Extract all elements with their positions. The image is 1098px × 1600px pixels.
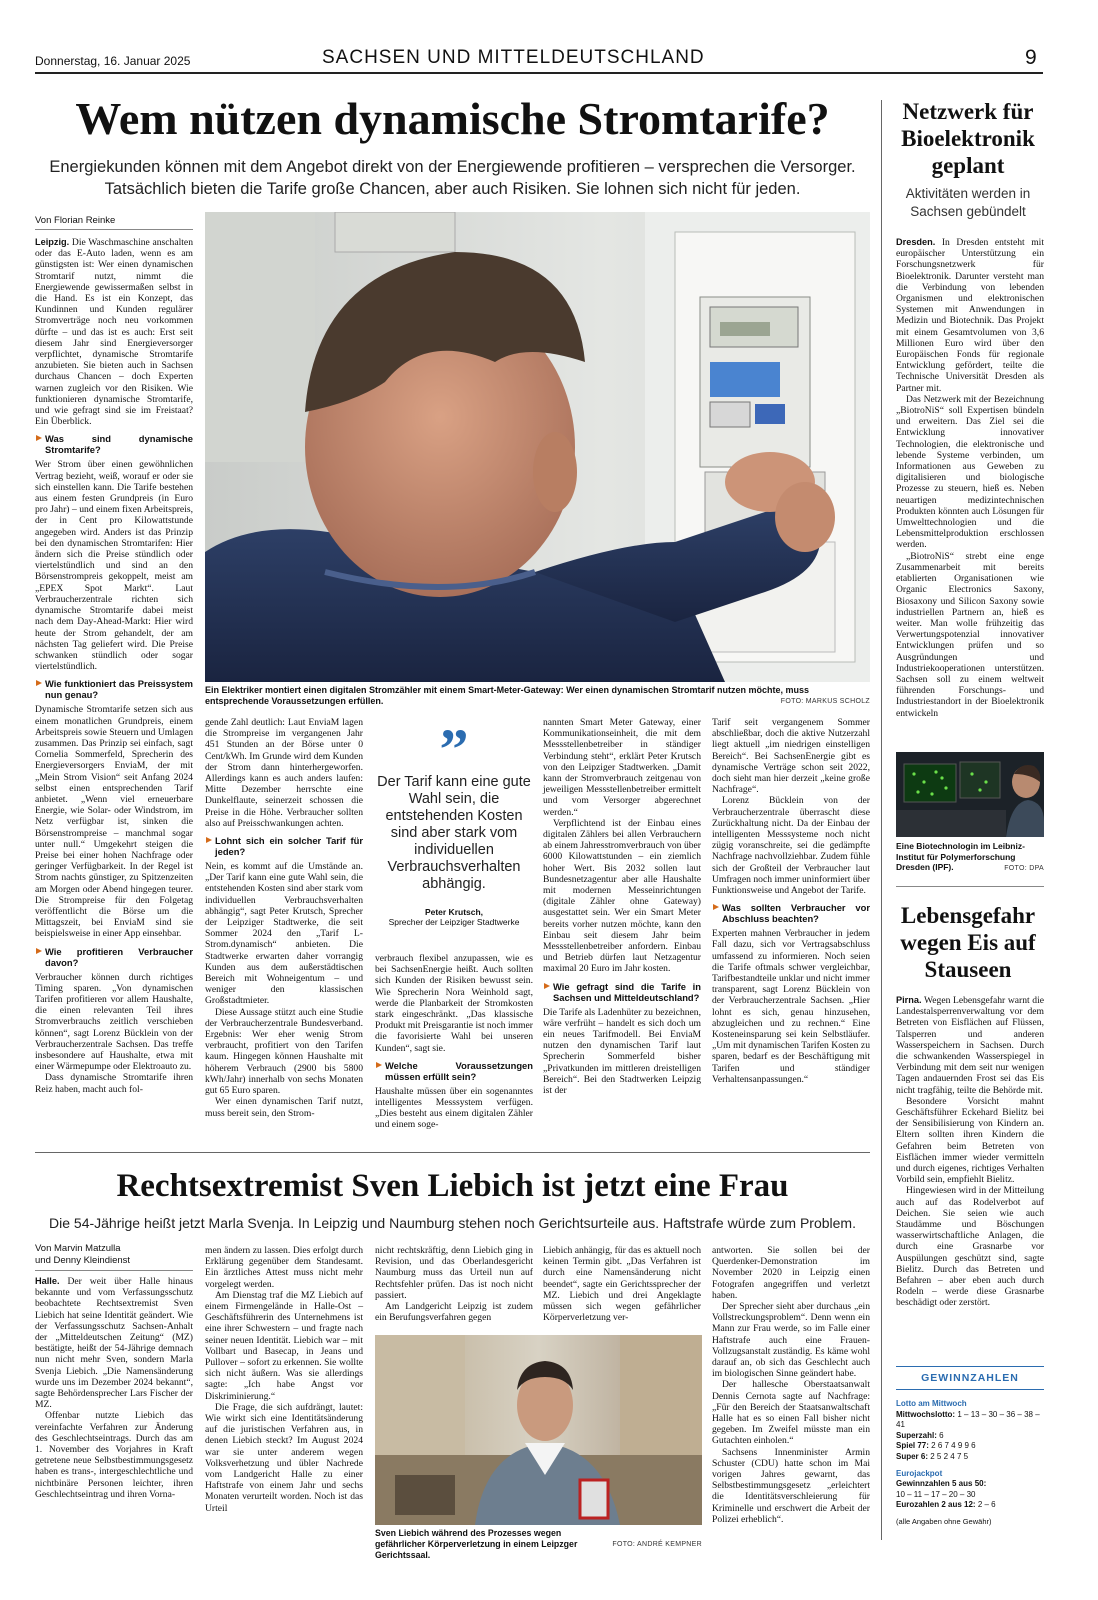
second-article-rule bbox=[35, 1152, 870, 1153]
page-number: 9 bbox=[1025, 46, 1037, 69]
quote-author: Peter Krutsch, bbox=[424, 907, 484, 917]
second-col-4 bbox=[543, 1245, 701, 1323]
pull-quote bbox=[375, 717, 533, 927]
main-col4-p1: nannten Smart Meter Gateway, einer Kommunikationseinheit, die mit dem Messstellenbetreiber in ständiger Verbindung steht“, erklärt Peter Krutsch von den Leipziger Stadtwerken. „Damit kann der Stromverbrauch zeitgenau von jeweiligen Messstellenbetreiber ermittelt und vom Versorger abgerechnet werden.“ bbox=[543, 717, 701, 818]
main-headline: Wem nützen dynamische Stromtarife? bbox=[75, 93, 830, 144]
electrician-image bbox=[205, 212, 870, 682]
main-photo bbox=[205, 212, 870, 682]
main-col-5 bbox=[712, 717, 870, 1085]
main-sub-3: Wie profitieren Verbraucher davon? bbox=[35, 946, 193, 968]
second-headline: Rechtsextremist Sven Liebich ist jetzt eine Frau bbox=[116, 1168, 789, 1204]
second-col5-p3: Der hallesche Oberstaatsanwalt Dennis Cernota sagte auf Nachfrage: „Für den Bereich der Staatsanwaltschaft Halle hat es so einen Fall bisher nicht gegeben. Im Zweifel müsste man ein Gutachten einholen.“ bbox=[712, 1379, 870, 1447]
main-col5-p3: Experten mahnen Verbraucher in jedem Fall dazu, sich vor Vertragsabschluss umfassend zu informieren. Noch seien die Tarife oftmals schwer vergleichbar, Tarifbestandteile unklar und nicht immer transparent, sagt Lorenz Bücklein von der Verbraucherzentrale Sachsen. „Hier lohnt es sich, genau hinzusehen, abzugleichen und zu rechnen.“ Eine Kosteneinsparung sei kein Selbstläufer. „Um mit dynamischen Tarifen Kosten zu sparen, bedarf es der Beschäftigung mit Tarifen und ständiger Verhaltensanpassungen.“ bbox=[712, 928, 870, 1085]
second-col-1 bbox=[35, 1276, 193, 1500]
main-sub-7: Was sollten Verbraucher vor Abschluss beachten? bbox=[712, 902, 870, 924]
second-col3-p2: Am Landgericht Leipzig ist zudem ein Berufungsverfahren gegen bbox=[375, 1301, 533, 1324]
main-col1-p2: Wer Strom über einen gewöhnlichen Vertrag bezieht, weiß, worauf er oder sie sich einstellen kann. Die Tarife bestehen aus einem festen Grundpreis (in Euro pro Jahr) – und einem fixen Arbeitspreis, der in Cent pro Kilowattstunde angegeben wird. Anders ist das Prinzip bei den dynamischen Stromtarifen: Hier ändern sich die Preise stündlich oder viertelstündlich und sind an den Börsenstrompreis gekoppelt, meist am „EPEX Spot Markt“. Laut Verbraucherzentrale richten sich dynamische Stromtarife dabei meist nach dem Day-Ahead-Markt: Hier wird heute der Strom gehandelt, der am nächsten Tag geliefert wird. Die Preise schwanken stündlich oder sogar viertelstündlich. bbox=[35, 459, 193, 673]
euro-line-1-value: 10 – 11 – 17 – 20 – 30 bbox=[896, 1489, 976, 1499]
lab-image bbox=[896, 752, 1044, 837]
main-col2-p1: gende Zahl deutlich: Laut EnviaM lagen die Strompreise im vergangenen Jahr 451 Stunden an der Börse unter 0 Cent/kWh. Im Grunde wird dem Kunden der Strom dann hinterhergeworfen. Allerdings kann es auch anders laufen: Mitte Dezember herrschte eine Dunkelflaute, seinerzeit schossen die Preise in die Höhe. Verbraucher sollten also auf Preisschwankungen achten. bbox=[205, 717, 363, 829]
sidebar-headline: Netzwerk für Bioelektronik geplant bbox=[901, 99, 1035, 178]
second-col-2 bbox=[205, 1245, 363, 1514]
main-col2-p2: Nein, es kommt auf die Umstände an. „Der Tarif kann eine gute Wahl sein, die entstehenden Kosten sind aber stark vom individuellen Verbrauchsverhalten abhängig“, sagt Peter Krutsch, Sprecher der Leipziger Stadtwerke, die seit Sommer 2024 den „Tarif L-Strom.dynamisch“ anbieten. Die Stadtwerke erwarten daher vorrangig Kunden aus dem außerstädtischen Bereich mit Wohneigentum – und weniger den klassischen Großstadtmieter. bbox=[205, 861, 363, 1007]
second-col1-p2: Offenbar nutzte Liebich das vereinfachte Verfahren zur Änderung des Geschlechtseintrags. Durch das am 1. November des Vorjahres in Kraft getretene neue Selbstbestimmungsgesetz haben es trans-, intergeschlechtliche und nichtbinäre Personen leichter, ihren Geschlechtseintrag und ihren Vorna- bbox=[35, 1410, 193, 1500]
main-dateline: Leipzig. bbox=[35, 237, 70, 247]
euro-line-1: Gewinnzahlen 5 aus 50: bbox=[896, 1479, 987, 1489]
second-col-5 bbox=[712, 1245, 870, 1525]
main-sub-2: Wie funktioniert das Preissystem nun genau? bbox=[35, 678, 193, 700]
sidebar-p2: Das Netzwerk mit der Bezeichnung „BiotroNiS“ soll Expertisen bündeln und erweitern. Das Ziel sei die Entwicklung innovativer Technologien, die elektronische und lebende Systeme verbinden, um Informationen aus Geweben zu digitalisieren und biologische Prozesse zu steuern, hieß es. Neben neuartigen medizintechnischen Produkten könnten auch Lösungen für Umwelttechnologien und die Lebensmittelproduktion erschlossen werden. bbox=[896, 393, 1044, 551]
lotto-note: (alle Angaben ohne Gewähr) bbox=[896, 1516, 992, 1526]
liebich-image bbox=[375, 1335, 702, 1525]
second-col-3 bbox=[375, 1245, 533, 1323]
main-col4-p2: Verpflichtend ist der Einbau eines digitalen Zählers bei allen Verbrauchern ab einem Jahresstromverbrauch von über 6000 Kilowattstunden – ein ziemlich hoher Wert. Bis 2032 sollen laut Bundesnetzagentur aber alle Haushalte mit modernen Messeinrichtungen (digitale Zähler ohne Gateway) ausgestattet sein. Wer ein Smart Meter bereits vorher nutzen möchte, kann den Einbau seit diesem Jahr beim Messstellenbetreiber anfordern. Einbau und Betrieb dürfen laut Netzagentur maximal 20 Euro im Jahr kosten. bbox=[543, 817, 701, 975]
main-col1-p4: Verbraucher können durch richtiges Timing sparen. „Von dynamischen Tarifen profitieren vor allem Haushalte, die einen relevanten Teil ihres Stromverbrauchs zeitlich verschieben können“, sagt Lorenz Bücklein von der Verbraucherzentrale Sachsen. Das treffe insbesondere auf Haushalte, etwa mit einer Wärmepumpe oder Elektroauto zu. bbox=[35, 971, 193, 1073]
lotto-head: Lotto am Mittwoch bbox=[896, 1399, 967, 1408]
main-byline: Von Florian Reinke bbox=[35, 215, 116, 226]
quote-text: Der Tarif kann eine gute Wahl sein, die entstehenden Kosten sind aber stark vom individuellen Verbrauchsverhalten abhängig. bbox=[377, 774, 531, 892]
second-col4-p1: Liebich anhängig, für das es aktuell noch keinen Termin gibt. „Das Verfahren ist durch eine Namensänderung nicht beendet“, sagte ein Gerichtssprecher der MZ. Liebich und drei Angeklagte müssen sich wegen gefährlicher Körperverletzung ver- bbox=[543, 1245, 701, 1324]
main-col2-p3: Diese Aussage stützt auch eine Studie der Verbraucherzentrale Bundesverband. Ergebnis: Wer eher wenig Strom verbraucht, profitiert von den Tarifen kaum. Hingegen können Haushalte mit höherem Verbrauch (2900 bis 5800 kWh/Jahr) innerhalb von sechs Monaten gut 65 Euro sparen. bbox=[205, 1006, 363, 1097]
second-col2-p2: Am Dienstag traf die MZ Liebich auf einem Firmengelände in Halle-Ost – Geschäftsführerin des Unternehmens ist eine ihrer Schwestern – und fragte nach seiner neuen Identität. Liebich war – mit Vollbart und Basecap, in Jeans und Pullover – sofort zu erkennen. Sie wollte sich nicht äußern. Was sie allerdings sagte: „Ich habe Angst vor Diskriminierung.“ bbox=[205, 1289, 363, 1402]
second-byline-1: Von Marvin Matzulla bbox=[35, 1243, 121, 1254]
main-col-1 bbox=[35, 237, 193, 1095]
second-photo bbox=[375, 1335, 702, 1525]
main-photo-credit: FOTO: MARKUS SCHOLZ bbox=[780, 698, 870, 705]
second-dateline: Halle. bbox=[35, 1276, 60, 1286]
quote-role: Sprecher der Leipziger Stadtwerke bbox=[388, 917, 520, 927]
sidebar-teaser: Aktivitäten werden in Sachsen gebündelt bbox=[905, 186, 1031, 219]
lotto-line-4: Super 6: 2 5 2 4 7 5 bbox=[896, 1451, 969, 1461]
second-col5-p1: antworten. Sie sollen bei der Querdenker-Demonstration im November 2020 in Leipzig einen Fotografen angegriffen und verletzt haben. bbox=[712, 1245, 870, 1301]
second-photo-credit: FOTO: ANDRÉ KEMPNER bbox=[612, 1541, 702, 1548]
lotto-title: GEWINNZAHLEN bbox=[896, 1366, 1044, 1390]
lotto-line-1: Mittwochslotto: 1 – 13 – 30 – 36 – 38 – 41 bbox=[896, 1409, 1040, 1430]
sidebar-photo-caption: Eine Biotechnologin im Leibniz-Institut für Polymerforschung Dresden (IPF). bbox=[896, 841, 1025, 872]
main-sub-4: Lohnt sich ein solcher Tarif für jeden? bbox=[205, 835, 363, 857]
main-col3-p2: Haushalte müssen über ein sogenanntes intelligentes Messsystem verfügen. „Dies besteht aus einem digitalen Zähler und einem soge- bbox=[375, 1085, 533, 1131]
sidebar-text-2 bbox=[896, 995, 1044, 1309]
second-byline-rule bbox=[35, 1270, 193, 1271]
sidebar-divider bbox=[881, 100, 882, 1540]
sidebar-photo bbox=[896, 752, 1044, 837]
section-title: SACHSEN UND MITTELDEUTSCHLAND bbox=[322, 47, 705, 68]
main-col2-p4: Wer einen dynamischen Tarif nutzt, muss bereit sein, den Strom- bbox=[205, 1096, 363, 1119]
sidebar-text bbox=[896, 237, 1044, 719]
main-col1-p5: Dass dynamische Stromtarife ihren Reiz haben, macht auch fol- bbox=[35, 1072, 193, 1095]
byline-rule bbox=[35, 229, 193, 230]
euro-head: Eurojackpot bbox=[896, 1468, 943, 1478]
sidebar-p6: Hingewiesen wird in der Mitteilung auch auf das Rodelverbot auf Deichen. Sie seien wie auch Staudämme und Böschungen wasserwirtschaftliche Anlagen, die durch eine Grasnarbe vor Auspülungen geschützt sind, sagte Bielitz. Durch das Betreten und Befahren – aber eben auch durch Rodeln – werde diese Grasnarbe beschädigt oder zerstört. bbox=[896, 1185, 1044, 1309]
main-col5-p2: Lorenz Bücklein von der Verbraucherzentrale überrascht diese Zurückhaltung nicht. Da der Einbau der intelligenten Messsysteme noch nicht zügig voranschreite, sei die gedämpfte Nachfrage nachvollziehbar. Zudem fühle sich der Großteil der Verbraucher laut Umfragen noch immer uninformiert über Funktionsweise und Angebot der Tarife. bbox=[712, 795, 870, 897]
header-date: Donnerstag, 16. Januar 2025 bbox=[35, 54, 191, 68]
second-col5-p4: Sachsens Innenminister Armin Schuster (CDU) hatte schon im Mai vorigen Jahres gewarnt, das Selbstbestimmungsgesetz „erleichtert die Identitätsverschleierung für Kriminelle und erschwert die Arbeit der Polizei erheblich“. bbox=[712, 1446, 870, 1525]
sidebar-p5: Besondere Vorsicht mahnt Geschäftsführer Eckehard Bielitz bei der Sensibilisierung von Kindern an. Eltern sollten ihren Kindern die Gefahren beim Betreten von Eisflächen immer wieder vermitteln und durch eigenes, richtiges Verhalten Vorbild sein, empfiehlt Bielitz. bbox=[896, 1095, 1044, 1186]
main-sub-1: Was sind dynamische Stromtarife? bbox=[35, 433, 193, 455]
sidebar-dateline-2: Pirna. bbox=[896, 995, 922, 1005]
main-col3-p1: verbrauch flexibel anzupassen, wie es bei SachsenEnergie heißt. Auch sollten sich Kunden der Risiken bewusst sein. Wie Sprecherin Nora Weinhold sagt, werde die Planbarkeit der Stromkosten stark eingeschränkt. „Das klassische Produkt mit Preisgarantie ist noch immer die favorisierte Wahl bei unseren Kunden“, sagt sie. bbox=[375, 953, 534, 1054]
main-col1-intro: Die Waschmaschine anschalten oder das E-Auto laden, wenn es am günstigsten ist: Wer einen dynamischen Stromtarif nutzt, nimmt die Energiewende gewissermaßen selbst in die Hand. Es ist ein Konzept, das Kundinnen und Kunden regulärer Stromverträge noch neu vorkommen dürfte – und das ist es auch: Erst seit diesem Jahr sind Energieversorger verpflichtet, dynamische Stromtarife anzubieten. Sie bieten auch in Sachsen durchaus Chancen – doch Experten warnen zugleich vor den Risiken. Wie funktionieren dynamische Stromtarife, und wie gefragt sind sie im Freistaat? Ein Überblick. bbox=[35, 237, 193, 428]
sidebar-photo-credit: FOTO: DPA bbox=[1004, 865, 1044, 872]
quote-mark-icon: ” bbox=[439, 717, 469, 782]
lotto-line-3: Spiel 77: 2 6 7 4 9 9 6 bbox=[896, 1441, 976, 1451]
main-col4-p3: Die Tarife als Ladenhüter zu bezeichnen, wäre verfrüht – handelt es sich doch um ein neues Tarifmodell. Bei EnviaM nutzen den dynamischen Tarif laut Sprecherin Sommerfeld bisher „Privatkunden im mittleren dreistelligen Bereich“. Bei den Stadtwerken Leipzig ist der bbox=[543, 1006, 701, 1097]
sidebar-headline-2: Lebensgefahr wegen Eis auf Stauseen bbox=[900, 903, 1036, 982]
second-byline-2: und Denny Kleindienst bbox=[35, 1255, 131, 1266]
main-col-4 bbox=[543, 717, 701, 1096]
second-teaser: Die 54-Jährige heißt jetzt Marla Svenja. In Leipzig und Naumburg stehen noch Gerichtsurteile aus. Haftstrafe würde zum Problem. bbox=[49, 1215, 856, 1231]
main-col-3 bbox=[375, 953, 533, 1131]
main-sub-5: Welche Voraussetzungen müssen erfüllt sein? bbox=[375, 1060, 533, 1082]
second-col5-p2: Der Sprecher sieht aber durchaus „ein Vollstreckungsproblem“. Denn wenn ein Mann zur Frau werde, so im Falle einer Haftstrafe auch eine Frauen-Vollzugsanstalt zuständig. Es käme wohl darauf an, ob sich das Geschlecht auch im biologischen Sinne geändert habe. bbox=[712, 1301, 870, 1380]
sidebar-rule-1 bbox=[896, 886, 1044, 887]
second-col2-p1: men ändern zu lassen. Dies erfolgt durch Erklärung gegenüber dem Standesamt. Ein ärztliches Attest muss nicht mehr vorgelegt werden. bbox=[205, 1245, 363, 1290]
sidebar-dateline: Dresden. bbox=[896, 237, 936, 247]
main-photo-caption: Ein Elektriker montiert einen digitalen Stromzähler mit einem Smart-Meter-Gateway: Wer einen dynamischen Stromtarif nutzen möchte, muss entsprechende Voraussetzungen erfüllen. bbox=[205, 685, 809, 706]
second-col1-p1: Der weit über Halle hinaus bekannte und vom Verfassungsschutz beobachtete Rechtsextremist Sven Liebich hat seine Identität geändert. Wie der Verfassungsschutz Sachsen-Anhalt der „Mitteldeutschen Zeitung“ (MZ) bestätigte, heißt der 54-Jährige demnach nun nicht mehr Sven, sondern Marla Svenja Liebich. „Die Namensänderung wurde uns im Dezember 2024 bekannt“, sagte Behördensprecher Lars Fischer der MZ. bbox=[35, 1276, 193, 1411]
sidebar-p4: Wegen Lebensgefahr warnt die Landestalsperrenverwaltung vor dem Betreten von Eisflächen auf Flüssen, Talsperren und anderen Wasserspeichern in Sachsen. Durch die schwankenden Wasserspiegel in Verbindung mit dem seit nur wenigen Tagen andauernden Frost sei das Eis nicht tragfähig, teilte die Behörde mit. bbox=[896, 995, 1044, 1096]
lotto-box bbox=[896, 1366, 1044, 1528]
main-col-2 bbox=[205, 717, 363, 1119]
sidebar-p1: In Dresden entsteht mit europäischer Unterstützung ein Forschungsnetzwerk für Bioelektronik. Darunter versteht man die Verbindung von lebenden Organismen und elektronischen Systemen mit Anwendungen in Medizin und Biotechnik. Das Projekt mit einem Gesamtvolumen von 3,6 Millionen Euro wird über den Europäischen Fonds für regionale Entwicklung gefördert, teilte die Technische Universität Dresden als Partner mit. bbox=[896, 237, 1044, 394]
second-col3-p1: nicht rechtskräftig, denn Liebich ging in Revision, und das Oberlandesgericht Naumburg muss das Urteil nun auf Rechtsfehler prüfen. Das ist noch nicht passiert. bbox=[375, 1245, 533, 1301]
sidebar-p3: „BiotroNiS“ strebt eine enge Zusammenarbeit mit bereits etablierten Organisationen wie Organic Electronics Saxony, Biosaxony und Silicon Saxony sowie industriellen Partnern an, hieß es weiter. Man wolle frühzeitig das Verwertungspotenzial innovativer Entwicklungen prüfen und so Ausgründungen und Industriekooperationen unterstützen. Sachsen soll zu einem weltweit führenden Forschungs- und Industriestandort in der Bioelektronik entwickeln bbox=[896, 550, 1044, 719]
main-teaser: Energiekunden können mit dem Angebot direkt von der Energiewende profitieren – versprechen die Versorger. Tatsächlich bieten die Tarife große Chancen, aber auch Risiken. Sie lohnen sich nicht für jeden. bbox=[49, 158, 856, 198]
euro-line-2: Eurozahlen 2 aus 12: 2 – 6 bbox=[896, 1500, 996, 1510]
main-sub-6: Wie gefragt sind die Tarife in Sachsen und Mitteldeutschland? bbox=[543, 981, 701, 1003]
lotto-line-2: Superzahl: 6 bbox=[896, 1430, 944, 1440]
main-col5-p1: Tarif seit vergangenem Sommer abschließbar, doch die aktive Nutzerzahl liegt aktuell „im niedrigen einstelligen Bereich“. Bei SachsenEnergie gibt es dynamische Verträge schon seit 2022, doch sieht man hier derzeit „keine große Nachfrage“. bbox=[712, 717, 870, 796]
second-col2-p3: Die Frage, die sich aufdrängt, lautet: Wie wirkt sich eine Identitätsänderung auf die juristischen Verfahren aus, in denen Liebich steckt? Im August 2024 war sie unter anderem wegen Volksverhetzung und übler Nachrede vom Landgericht Halle zu einer Haftstrafe von einem Jahr und sechs Monaten verurteilt worden. Noch ist das Urteil bbox=[205, 1401, 363, 1514]
header-rule bbox=[35, 72, 1043, 74]
main-col1-p3: Dynamische Stromtarife setzen sich aus einem monatlichen Grundpreis, einem Arbeitspreis sowie Steuern und Umlagen zusammen. Das Prinzip sei einfach, sagt Cornelia Sommerfeld, Sprecherin des Energieversorgers EnviaM, der mit „Mein Strom Vision“ seit Anfang 2024 selbst einen entsprechenden Tarif anbietet. „Wenn viel erneuerbare Energie, wie Solar- oder Windstrom, im Netz verfügbar ist, sinken die Börsenstrompreise – manchmal sogar unter null.“ Umgekehrt steigen die Preise bei einer hohen Nachfrage oder geringer Verfügbarkeit. In der Regel ist Strom nachts günstiger, zu Spitzenzeiten am Morgen oder Abend hingegen teurer. Die Strompreise für den Folgetag veröffentlicht die Börse um die Mittagszeit, bei EnviaM sind sie beispielsweise in einer App einsehbar. bbox=[35, 704, 193, 940]
second-photo-caption: Sven Liebich während des Prozesses wegen gefährlicher Körperverletzung in einem Leipzger Gerichtssaal. bbox=[375, 1528, 578, 1560]
